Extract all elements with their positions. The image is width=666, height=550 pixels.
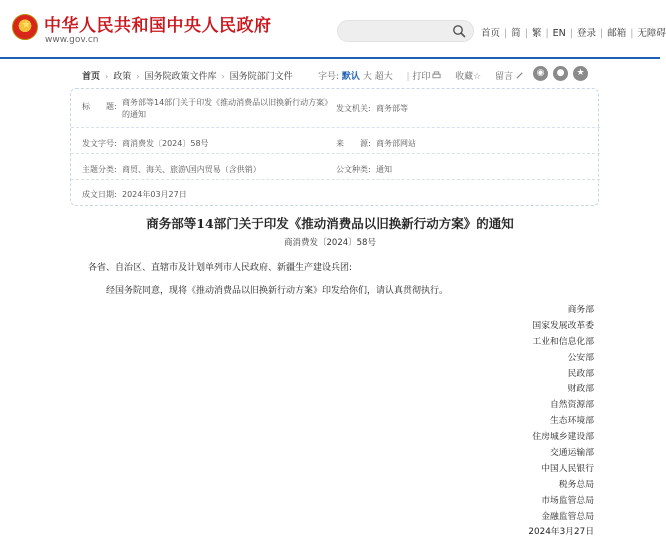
nav-mail-link[interactable]: 邮箱 [607, 28, 627, 39]
doc-no-value: 商消费发〔2024〕58号 [122, 139, 209, 148]
pen-icon [515, 71, 524, 80]
document-number: 商消费发〔2024〕58号 [284, 238, 376, 248]
page-tools: 字号: 默认 大 超大 | 打印 收藏☆ 留言 [318, 69, 524, 82]
nav-simplified-link[interactable]: 简 [511, 28, 521, 39]
doc-type-label: 公文种类: [336, 165, 371, 174]
top-nav: 首页 | 简 | 繁 | EN | 登录 | 邮箱 | 无障碍 [481, 28, 666, 39]
breadcrumb-policy-library[interactable]: 国务院政策文件库 [144, 72, 217, 82]
font-size-large[interactable]: 大 [362, 72, 372, 82]
signer: 财政部 [567, 384, 594, 395]
qzone-icon[interactable]: ★ [573, 66, 588, 81]
nav-traditional-link[interactable]: 繁 [531, 28, 542, 39]
source-label: 来 源: [336, 139, 371, 148]
title-label: 标 题: [82, 102, 117, 111]
breadcrumb-policy[interactable]: 政策 [113, 72, 132, 82]
print-button[interactable]: 打印 [412, 72, 431, 82]
national-emblem-icon[interactable] [12, 14, 38, 40]
issuer-value: 商务部等 [376, 104, 408, 113]
comment-button[interactable]: 留言 [495, 72, 514, 82]
nav-home-link[interactable]: 首页 [481, 28, 501, 39]
signer: 中国人民银行 [541, 463, 594, 474]
signer: 税务总局 [558, 479, 594, 490]
title-value: 商务部等14部门关于印发《推动消费品以旧换新行动方案》的通知 [122, 98, 333, 119]
document-title: 商务部等14部门关于印发《推动消费品以旧换新行动方案》的通知 [146, 216, 514, 231]
site-header [0, 0, 666, 58]
signer-list [528, 303, 594, 541]
weibo-icon[interactable]: ◉ [533, 66, 548, 81]
font-size-default[interactable]: 默认 [341, 72, 360, 82]
signing-date: 2024年3月27日 [528, 527, 594, 538]
wechat-icon[interactable]: ● [553, 66, 568, 81]
body-paragraph: 经国务院同意，现将《推动消费品以旧换新行动方案》印发给你们，请认真贯彻执行。 [106, 286, 449, 296]
search-icon[interactable] [452, 24, 466, 38]
date-value: 2024年03月27日 [122, 190, 187, 199]
issuer-label: 发文机关: [336, 104, 371, 113]
signer: 工业和信息化部 [532, 336, 594, 347]
search-box[interactable] [337, 20, 474, 42]
breadcrumb: 首页 › 政策 › 国务院政策文件库 › 国务院部门文件 [82, 72, 293, 82]
date-label: 成文日期: [82, 190, 117, 199]
signer: 民政部 [567, 368, 594, 379]
info-divider [71, 153, 600, 154]
signer: 交通运输部 [550, 448, 594, 459]
signer: 市场监管总局 [541, 495, 594, 506]
info-divider [71, 179, 600, 180]
info-divider [71, 127, 600, 128]
nav-login-link[interactable]: 登录 [576, 28, 596, 39]
print-icon [432, 71, 441, 80]
font-size-label: 字号: [318, 72, 340, 82]
signer: 住房城乡建设部 [532, 432, 594, 443]
signer: 商务部 [567, 305, 594, 315]
doc-type-value: 通知 [376, 165, 392, 174]
nav-accessibility-link[interactable]: 无障碍 [637, 28, 666, 39]
signer: 生态环境部 [550, 416, 594, 427]
font-size-xlarge[interactable]: 超大 [374, 72, 393, 82]
breadcrumb-home[interactable]: 首页 [82, 72, 101, 82]
breadcrumb-department-docs[interactable]: 国务院部门文件 [229, 72, 293, 82]
signer: 自然资源部 [550, 400, 594, 411]
salutation: 各省、自治区、直辖市及计划单列市人民政府、新疆生产建设兵团: [88, 263, 353, 273]
signer: 金融监管总局 [541, 511, 594, 522]
nav-english-link[interactable]: EN [552, 28, 566, 39]
document-info-table [70, 88, 599, 206]
site-title[interactable]: 中华人民共和国中央人民政府 [44, 16, 272, 36]
source-value: 商务部网站 [376, 139, 416, 148]
category-value: 商贸、海关、旅游\国内贸易（含供销） [122, 165, 261, 174]
search-input[interactable] [348, 24, 448, 39]
favorite-button[interactable]: 收藏 [455, 72, 474, 82]
category-label: 主题分类: [82, 165, 117, 174]
site-url: www.gov.cn [45, 35, 99, 45]
signer: 国家发展改革委 [532, 320, 594, 331]
doc-no-label: 发文字号: [82, 139, 117, 148]
header-divider [0, 57, 660, 59]
signer: 公安部 [567, 352, 594, 363]
star-icon: ☆ [473, 72, 482, 82]
